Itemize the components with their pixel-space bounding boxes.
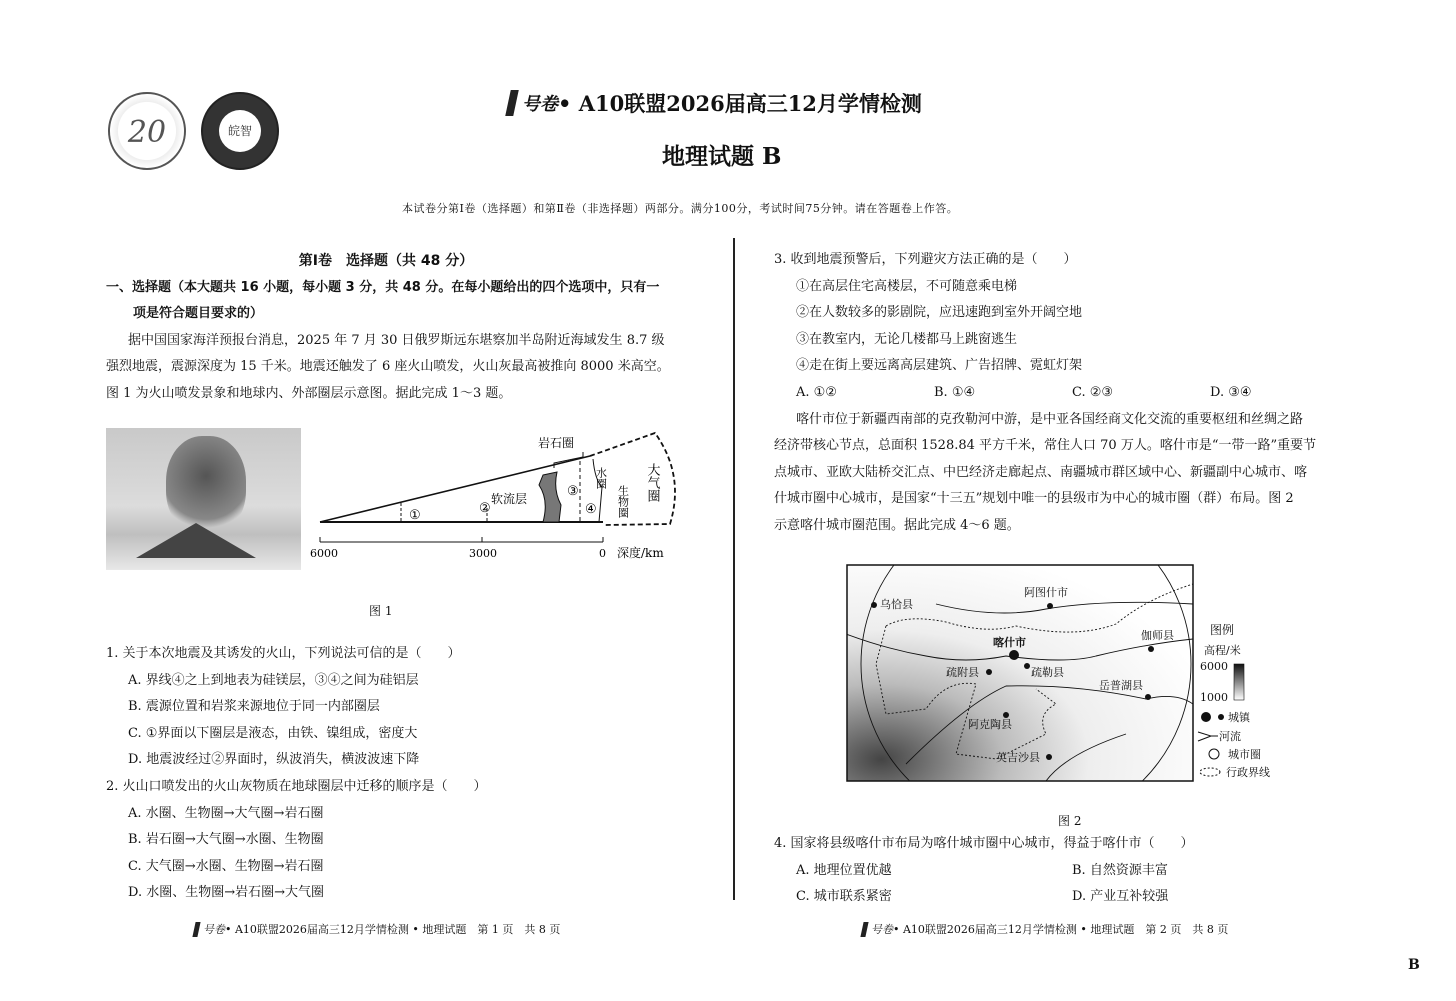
passage-line: 点城市、亚欧大陆桥交汇点、中巴经济走廊起点、南疆城市群区域中心、新疆副中心城市、喀: [774, 464, 1308, 480]
option: B. 自然资源丰富: [1072, 862, 1168, 878]
label-lithosphere: 岩石圈: [538, 436, 575, 450]
subject-title: 地理试题 B: [662, 143, 782, 170]
option: B. ①④: [934, 384, 976, 400]
option: D. ③④: [1210, 384, 1252, 400]
figure2-caption: 图 2: [1058, 814, 1082, 828]
question-3: 3. 收到地震预警后，下列避灾方法正确的是（ ）: [774, 252, 1077, 267]
legend-river: 河流: [1219, 730, 1241, 743]
legend-max: 6000: [1200, 660, 1228, 673]
place-wuqia: 乌恰县: [880, 598, 913, 611]
option: C. ①界面以下圈层是液态，由铁、镍组成，密度大: [128, 725, 418, 741]
passage-line: 示意喀什城市圈范围。据此完成 4～6 题。: [774, 517, 1020, 533]
question-1: 1. 关于本次地震及其诱发的火山，下列说法可信的是（ ）: [106, 646, 461, 661]
part-heading: 一、选择题（本大题共 16 小题，每小题 3 分，共 48 分。在每小题给出的四个选项中，只有一: [106, 279, 660, 295]
figure1-caption: 图 1: [369, 604, 393, 618]
tick-0: 0: [599, 547, 606, 560]
column-divider: [733, 238, 735, 900]
option: B. 震源位置和岩浆来源地位于同一内部圈层: [128, 699, 380, 715]
option: A. ①②: [796, 384, 837, 400]
question-4: 4. 国家将县级喀什市布局为喀什城市圈中心城市，得益于喀什市（ ）: [774, 836, 1194, 851]
question-2: 2. 火山口喷发出的火山灰物质在地球圈层中迁移的顺序是（ ）: [106, 778, 487, 794]
option: A. 界线④之上到地表为硅镁层，③④之间为硅铝层: [128, 672, 419, 688]
label-asthenosphere: 软流层: [491, 492, 528, 506]
place-jiashi: 伽师县: [1141, 629, 1174, 642]
label-4: ④: [585, 502, 597, 517]
label-2: ②: [479, 501, 491, 516]
passage-line: 图 1 为火山喷发景象和地球内、外部圈层示意图。据此完成 1～3 题。: [106, 385, 512, 401]
q3-item: ①在高层住宅高楼层，不可随意乘电梯: [796, 278, 1018, 294]
brand-mark-icon: [192, 922, 200, 937]
exam-title: • A10联盟2026届高三12月学情检测: [558, 91, 922, 116]
label-3: ③: [567, 484, 579, 499]
kashgar-city-circle-map: [846, 564, 1296, 784]
place-kashgar: 喀什市: [993, 636, 1026, 649]
legend-elevation: 高程/米: [1204, 644, 1241, 657]
axis-unit: 深度/km: [617, 546, 664, 560]
legend-boundary: 行政界线: [1226, 766, 1270, 779]
option: A. 水圈、生物圈→大气圈→岩石圈: [128, 805, 324, 821]
tick-6000: 6000: [310, 547, 338, 560]
footer-page-1: • A10联盟2026届高三12月学情检测 • 地理试题 第 1 页 共 8 页: [225, 923, 561, 936]
option: D. 产业互补较强: [1072, 889, 1169, 905]
label-biosphere: 生物圈: [616, 485, 630, 518]
option: C. 城市联系紧密: [796, 889, 892, 905]
footer-brand: 号卷: [871, 923, 893, 936]
earth-spheres-diagram: [305, 425, 705, 565]
place-shufu: 疏附县: [946, 666, 979, 679]
option: A. 地理位置优越: [796, 862, 892, 878]
place-artux: 阿图什市: [1024, 586, 1068, 599]
option: C. ②③: [1072, 384, 1114, 400]
q3-item: ④走在街上要远离高层建筑、广告招牌、霓虹灯架: [796, 358, 1083, 374]
q3-item: ②在人数较多的影剧院，应迅速跑到室外开阔空地: [796, 305, 1083, 321]
place-yingjisha: 英吉沙县: [996, 751, 1040, 764]
place-yuepuhu: 岳普湖县: [1099, 679, 1143, 692]
tick-3000: 3000: [469, 547, 497, 560]
q3-item: ③在教室内，无论几楼都马上跳窗逃生: [796, 331, 1018, 347]
volcano-photo: [106, 428, 301, 570]
legend-circle: 城市圈: [1228, 748, 1261, 761]
passage-line: 什城市圈中心城市，是国家“十三五”规划中唯一的县级市为中心的城市圈（群）布局。图 2: [774, 491, 1294, 507]
legend-title: 图例: [1210, 623, 1235, 637]
passage-line: 强烈地震，震源深度为 15 千米。地震还触发了 6 座火山喷发，火山灰最高被推向 8000 米高空。: [106, 359, 670, 375]
paper-version-mark: B: [1408, 957, 1420, 973]
option: B. 岩石圈→大气圈→水圈、生物圈: [128, 832, 324, 848]
exam-instructions: 本试卷分第Ⅰ卷（选择题）和第Ⅱ卷（非选择题）两部分。满分100分，考试时间75分钟。请在答题卷上作答。: [402, 202, 959, 215]
brand-mark-icon: [860, 922, 868, 937]
place-shule: 疏勒县: [1031, 666, 1064, 679]
part-heading-cont: 项是符合题目要求的）: [133, 306, 264, 322]
option: D. 水圈、生物圈→岩石圈→大气圈: [128, 885, 325, 901]
footer-brand: 号卷: [203, 923, 225, 936]
label-atmosphere: 大气圈: [644, 463, 660, 502]
place-aketao: 阿克陶县: [968, 718, 1012, 731]
passage-line: 喀什市位于新疆西南部的克孜勒河中游，是中亚各国经商文化交流的重要枢纽和丝绸之路: [796, 411, 1304, 427]
section-title: 第Ⅰ卷 选择题（共 48 分）: [298, 253, 474, 269]
svg-text:20: 20: [127, 115, 167, 150]
alliance-logo: [108, 92, 186, 170]
wanzhi-logo: 皖智: [201, 92, 279, 170]
label-1: ①: [409, 508, 421, 523]
option: D. 地震波经过②界面时，纵波消失，横波波速下降: [128, 752, 420, 768]
brand-name: 号卷: [522, 94, 558, 115]
footer-page-2: • A10联盟2026届高三12月学情检测 • 地理试题 第 2 页 共 8 页: [893, 923, 1229, 936]
passage-line: 据中国国家海洋预报台消息，2025 年 7 月 30 日俄罗斯远东堪察加半岛附近海域发生 8.7 级: [128, 332, 665, 348]
option: C. 大气圈→水圈、生物圈→岩石圈: [128, 858, 324, 874]
brand-mark-icon: [505, 90, 519, 116]
label-hydrosphere: 水圈: [594, 467, 608, 489]
legend-town: 城镇: [1228, 711, 1250, 724]
passage-line: 经济带核心节点，总面积 1528.84 平方千米，常住人口 70 万人。喀什市是“一带一路”重要节: [774, 438, 1317, 454]
legend-min: 1000: [1200, 691, 1228, 704]
